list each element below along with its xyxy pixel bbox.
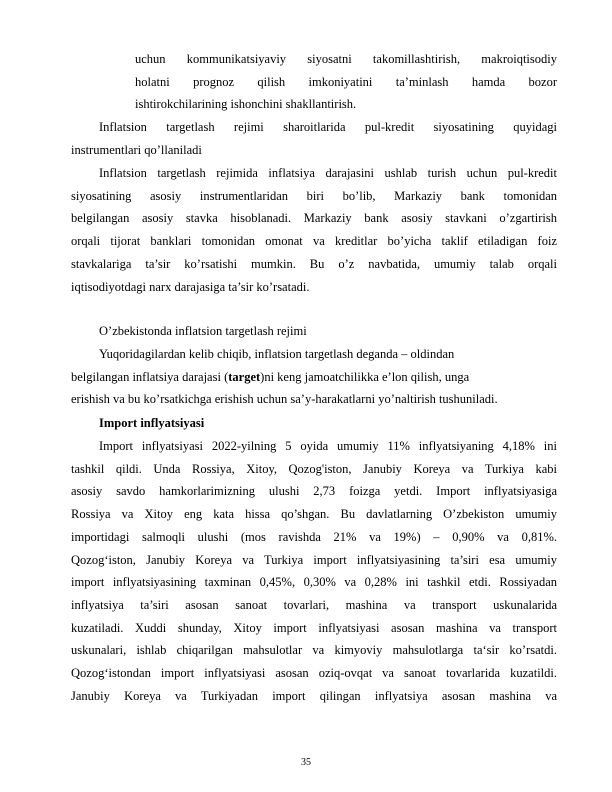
instruments-line-2: instrumentlari qo’llaniladi <box>71 142 202 157</box>
import-line-4: Rossiya va Xitoy eng kata hissa qo’shgan. Bu davlatlarning O’zbekiston umumiy <box>71 507 557 522</box>
list-continuation <box>135 48 557 116</box>
target-line-2: belgilangan inflatsiya darajasi (target)ni keng jamoatchilikka e’lon qilish, unga <box>71 369 470 384</box>
list-line-2: holatni prognoz qilish imkoniyatini ta’minlash hamda bozor <box>135 74 557 89</box>
import-line-11: Qozog‘istondan import inflyatsiyasi asosan oziq-ovqat va sanoat tovarlarida kuzatildi. <box>71 666 557 681</box>
target-term: target <box>228 369 261 384</box>
rate-line-4: orqali tijorat banklari tomonidan omonat va kreditlar bo’yicha taklif etiladigan foiz <box>71 234 557 249</box>
target-line-3: erishish va bu ko’rsatkichga erishish uchun sa’y-harakatlarni yo’naltirish tushuniladi. <box>71 392 498 407</box>
rate-line-6: iqtisodiyotdagi narx darajasiga ta’sir ko’rsatadi. <box>71 279 310 294</box>
import-line-10: uskunalari, ishlab chiqarilgan mahsulotlar va kimyoviy mahsulotlarga ta‘sir ko’rsatdi. <box>71 643 557 658</box>
import-line-6: Qozog‘iston, Janubiy Koreya va Turkiya import inflyatsiyasining ta’siri esa umumiy <box>71 552 557 567</box>
rate-line-5: stavkalariga ta’sir ko’rsatishi mumkin. Bu o’z navbatida, umumiy talab orqali <box>71 256 557 271</box>
target-paragraph <box>71 343 557 411</box>
import-line-1: Import inflyatsiyasi 2022-yilning 5 oyida umumiy 11% inflyatsiyaning 4,18% ini <box>99 439 557 453</box>
import-line-7: import inflyatsiyasining taxminan 0,45%, 0,30% va 0,28% ini tashkil etdi. Rossiyadan <box>71 575 557 590</box>
list-line-1: uchun kommunikatsiyaviy siyosatni takomillashtirish, makroiqtisodiy <box>135 52 557 66</box>
rate-paragraph <box>71 162 557 298</box>
import-line-3: asosiy savdo hamkorlarimizning ulushi 2,73 foizga yetdi. Import inflyatsiyasiga <box>71 484 557 499</box>
target-line-1: Yuqoridagilardan kelib chiqib, inflatsion targetlash deganda – oldindan <box>99 347 455 361</box>
list-line-3: ishtirokchilarining ishonchini shakllantirish. <box>135 97 357 112</box>
uzbekistan-section-title: O’zbekistonda inflatsion targetlash rejimi <box>99 324 307 338</box>
import-paragraph <box>71 435 557 707</box>
import-line-12: Janubiy Koreya va Turkiyadan import qilingan inflyatsiya asosan mashina va <box>71 688 557 703</box>
import-line-9: kuzatiladi. Xuddi shunday, Xitoy import inflyatsiyasi asosan mashina va transport <box>71 620 557 635</box>
page-number: 35 <box>301 757 311 768</box>
import-line-5: importidagi salmoqli ulushi (mos ravishda 21% va 19%) – 0,90% va 0,81%. <box>71 529 557 544</box>
import-line-2: tashkil qildi. Unda Rossiya, Xitoy, Qozog'iston, Janubiy Koreya va Turkiya kabi <box>71 461 557 476</box>
import-section-title: Import inflyatsiyasi <box>99 416 205 430</box>
import-line-8: inflyatsiya ta’siri asosan sanoat tovarlari, mashina va transport uskunalarida <box>71 597 557 612</box>
instruments-line-1: Inflatsion targetlash rejimi sharoitlarida pul-kredit siyosatining quyidagi <box>99 120 557 134</box>
rate-line-2: siyosatining asosiy instrumentlaridan biri bo’lib, Markaziy bank tomonidan <box>71 188 557 203</box>
instruments-heading <box>71 116 557 161</box>
rate-line-1: Inflatsion targetlash rejimida inflatsiya darajasini ushlab turish uchun pul-kredit <box>99 166 557 180</box>
rate-line-3: belgilangan asosiy stavka hisoblanadi. Markaziy bank asosiy stavkani o’zgartirish <box>71 211 557 226</box>
